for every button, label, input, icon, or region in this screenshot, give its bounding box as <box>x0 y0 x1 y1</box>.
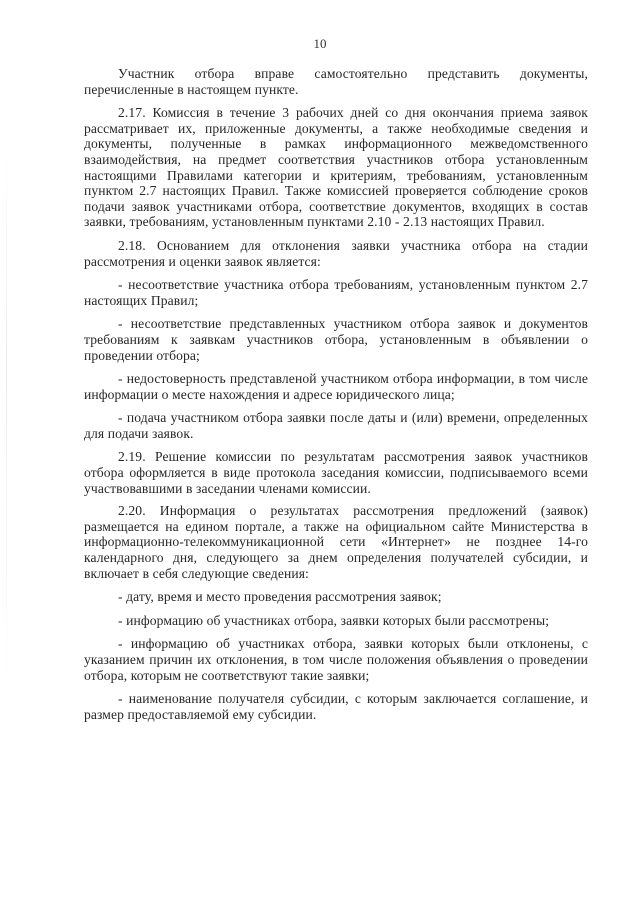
list-item-info-3: - информацию об участниках отбора, заявки которых были отклонены, с указанием причин их отклонения, в том числе положения объявления о проведении отбора, которым не соответствуют такие заявки; <box>84 636 588 683</box>
list-item-info-4: - наименование получателя субсидии, с которым заключается соглашение, и размер предоставляемой ему субсидии. <box>84 691 588 722</box>
list-item-rejection-1: - несоответствие участника отбора требованиям, установленным пунктом 2.7 настоящих Правил; <box>84 277 588 308</box>
paragraph-2-17: 2.17. Комиссия в течение 3 рабочих дней со дня окончания приема заявок рассматривает их, приложенные документы, а также необходимые сведения и документы, полученные в рамках информационного межведомственного взаимодействия, на предмет соответствия участников отбора установленным настоящими Правилами категории и критериям, требованиям, установленным пунктом 2.7 настоящих Правил. Также комиссией проверяется соблюдение сроков подачи заявок участниками отбора, соответствие документов, входящих в состав заявки, требованиям, установленным пунктами 2.10 - 2.13 настоящих Правил. <box>84 105 588 230</box>
paragraph-2-19: 2.19. Решение комиссии по результатам рассмотрения заявок участников отбора оформляется в виде протокола заседания комиссии, подписываемого всеми участвовавшими в заседании членами комиссии. <box>84 449 588 496</box>
paragraph-2-20: 2.20. Информация о результатах рассмотрения предложений (заявок) размещается на едином портале, а также на официальном сайте Министерства в информационно-телекоммуникационной сети «Интернет» не позднее 14-го календарного дня, следующего за днем определения получателей субсидии, и включает в себя следующие сведения: <box>84 503 588 581</box>
page-number: 10 <box>313 36 327 51</box>
document-body <box>84 66 588 722</box>
list-item-rejection-3: - недостоверность представленой участником отбора информации, в том числе информации о месте нахождения и адресе юридического лица; <box>84 371 588 402</box>
paragraph-participant-rights: Участник отбора вправе самостоятельно представить документы, перечисленные в настоящем пункте. <box>84 66 588 97</box>
list-item-info-2: - информацию об участниках отбора, заявки которых были рассмотрены; <box>118 612 550 628</box>
paragraph-2-18: 2.18. Основанием для отклонения заявки участника отбора на стадии рассмотрения и оценки заявок является: <box>84 237 588 269</box>
list-item-rejection-2: - несоответствие представленных участником отбора заявок и документов требованиям к заявкам участников отбора, установленным в объявлении о проведении отбора; <box>84 316 588 363</box>
list-item-rejection-4: - подача участником отбора заявки после даты и (или) времени, определенных для подачи заявок. <box>84 410 588 441</box>
list-item-info-1: - дату, время и место проведения рассмотрения заявок; <box>118 589 442 605</box>
